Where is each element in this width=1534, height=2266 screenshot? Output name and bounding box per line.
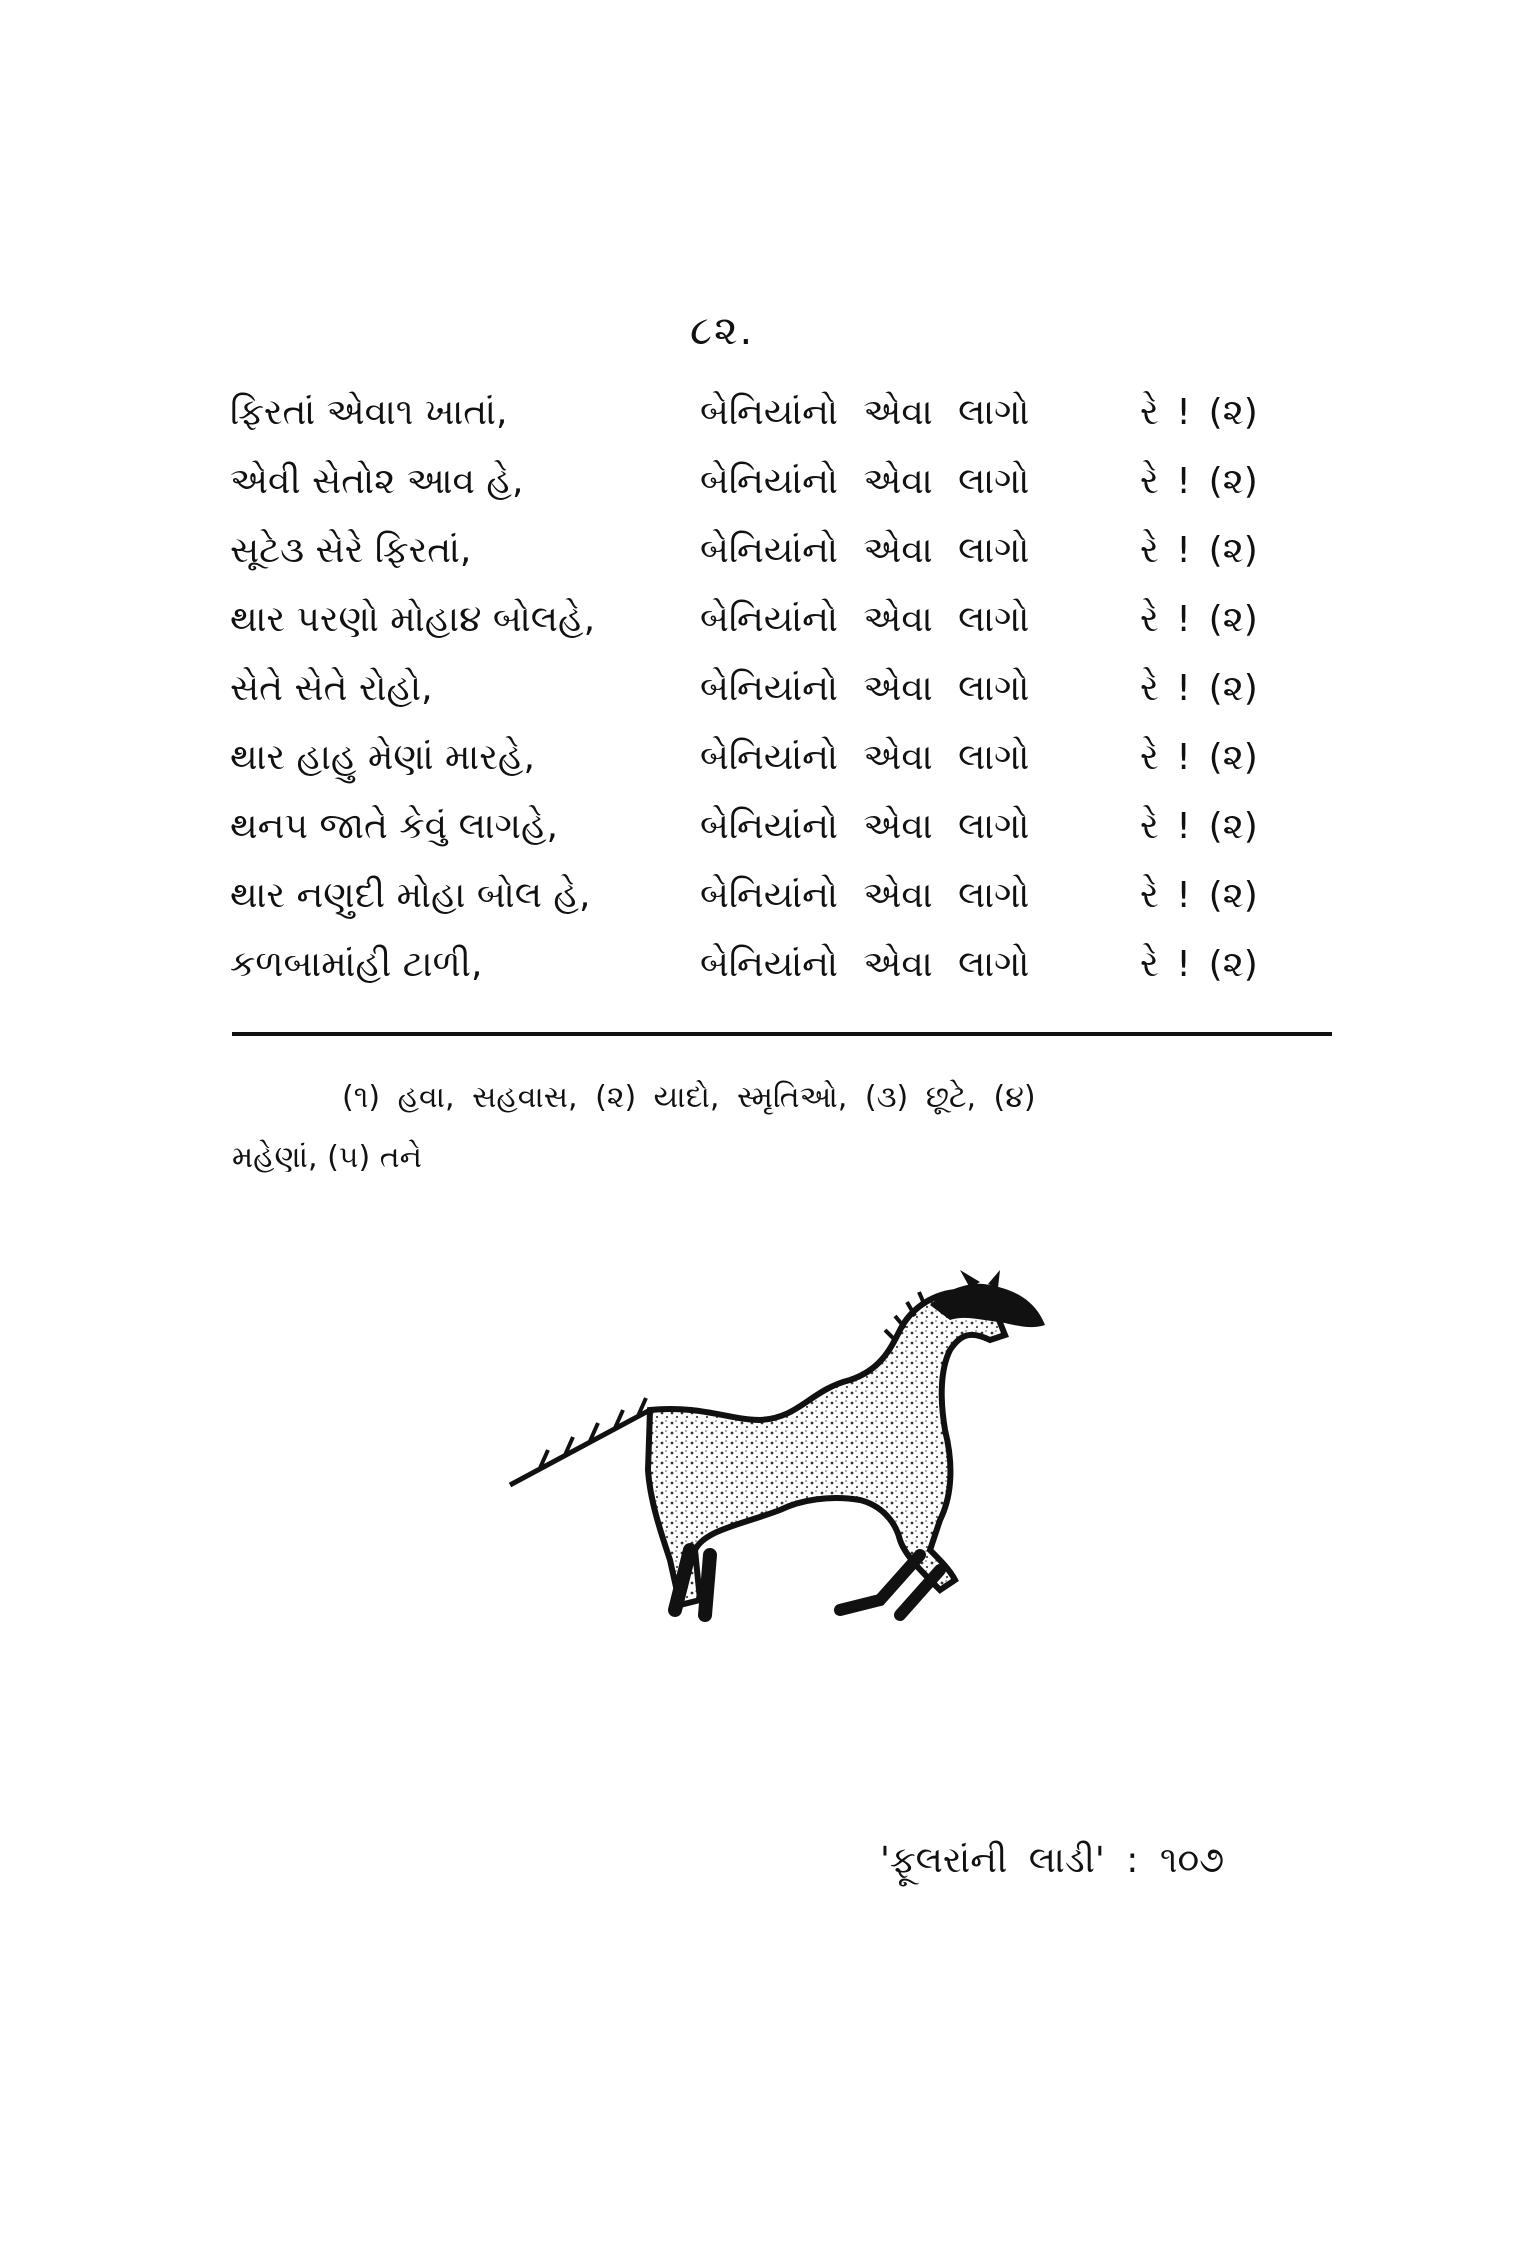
verse-lead: થાર પરણો મોહા૪ બોલહે, — [230, 599, 596, 640]
verse-lead: ફિરતાં એવા૧ ખાતાં, — [230, 392, 508, 433]
verse-bang: ! — [1176, 599, 1191, 640]
verse-repeat: (૨) — [1208, 944, 1258, 985]
verse-re: રે — [1140, 806, 1159, 847]
footer-title: 'ફૂલરાંની લાડી' — [880, 1840, 1105, 1881]
verse-refrain: બેનિયાંનો એવા લાગો — [700, 875, 1030, 916]
verse-repeat: (૨) — [1208, 737, 1258, 778]
verse-line — [230, 599, 1330, 668]
verse-bang: ! — [1176, 806, 1191, 847]
verse-refrain: બેનિયાંનો એવા લાગો — [700, 530, 1030, 571]
verse-repeat: (૨) — [1208, 461, 1258, 502]
verse-line — [230, 806, 1330, 875]
verse-refrain: બેનિયાંનો એવા લાગો — [700, 737, 1030, 778]
verse-refrain: બેનિયાંનો એવા લાગો — [700, 461, 1030, 502]
verse-bang: ! — [1176, 737, 1191, 778]
verse-lead: થાર હાહુ મેણાં મારહે, — [230, 737, 535, 778]
verse-lead: સેતે સેતે રોહો, — [230, 668, 433, 709]
verse-line — [230, 944, 1330, 1013]
verse-refrain: બેનિયાંનો એવા લાગો — [700, 599, 1030, 640]
footer-separator: : — [1126, 1840, 1139, 1881]
verse-bang: ! — [1176, 875, 1191, 916]
verse-repeat: (૨) — [1208, 668, 1258, 709]
footer-page-number: ૧૦૭ — [1159, 1840, 1225, 1881]
verse-line — [230, 737, 1330, 806]
verse-re: રે — [1140, 668, 1159, 709]
verse-re: રે — [1140, 599, 1159, 640]
verse-lead: સૂટે૩ સેરે ફિરતાં, — [230, 530, 472, 571]
verse-repeat: (૨) — [1208, 806, 1258, 847]
horse-illustration — [500, 1270, 1100, 1650]
verse-bang: ! — [1176, 944, 1191, 985]
verse-re: રે — [1140, 530, 1159, 571]
verse-bang: ! — [1176, 668, 1191, 709]
verse-refrain: બેનિયાંનો એવા લાગો — [700, 668, 1030, 709]
verse-refrain: બેનિયાંનો એવા લાગો — [700, 806, 1030, 847]
running-footer — [880, 1840, 1224, 1882]
verse-line — [230, 392, 1330, 461]
verse-lead: થન૫ જાતે કેવું લાગહે, — [230, 806, 558, 847]
verse-refrain: બેનિયાંનો એવા લાગો — [700, 944, 1030, 985]
verse-line — [230, 530, 1330, 599]
verse-line — [230, 461, 1330, 530]
verse-lead: એવી સેતો૨ આવ હે, — [230, 461, 524, 502]
verse-repeat: (૨) — [1208, 530, 1258, 571]
verse-block — [230, 392, 1330, 1013]
verse-repeat: (૨) — [1208, 599, 1258, 640]
verse-bang: ! — [1176, 461, 1191, 502]
verse-repeat: (૨) — [1208, 392, 1258, 433]
verse-re: રે — [1140, 875, 1159, 916]
footnote-line: મહેણાં, (૫) તને — [232, 1140, 422, 1175]
verse-re: રે — [1140, 737, 1159, 778]
verse-line — [230, 668, 1330, 737]
verse-re: રે — [1140, 461, 1159, 502]
verse-re: રે — [1140, 944, 1159, 985]
verse-repeat: (૨) — [1208, 875, 1258, 916]
footnotes — [232, 1068, 1332, 1188]
verse-bang: ! — [1176, 392, 1191, 433]
verse-lead: થાર નણુદી મોહા બોલ હે, — [230, 875, 591, 916]
verse-re: રે — [1140, 392, 1159, 433]
page-number: ૮૨. — [690, 308, 755, 354]
footnote-divider — [232, 1032, 1332, 1036]
verse-lead: કળબામાંહી ટાળી, — [230, 944, 483, 985]
verse-bang: ! — [1176, 530, 1191, 571]
verse-refrain: બેનિયાંનો એવા લાગો — [700, 392, 1030, 433]
footnote-line: (૧) હવા, સહવાસ, (૨) યાદો, સ્મૃતિઓ, (૩) છૂટે, (૪) — [342, 1080, 1036, 1115]
verse-line — [230, 875, 1330, 944]
